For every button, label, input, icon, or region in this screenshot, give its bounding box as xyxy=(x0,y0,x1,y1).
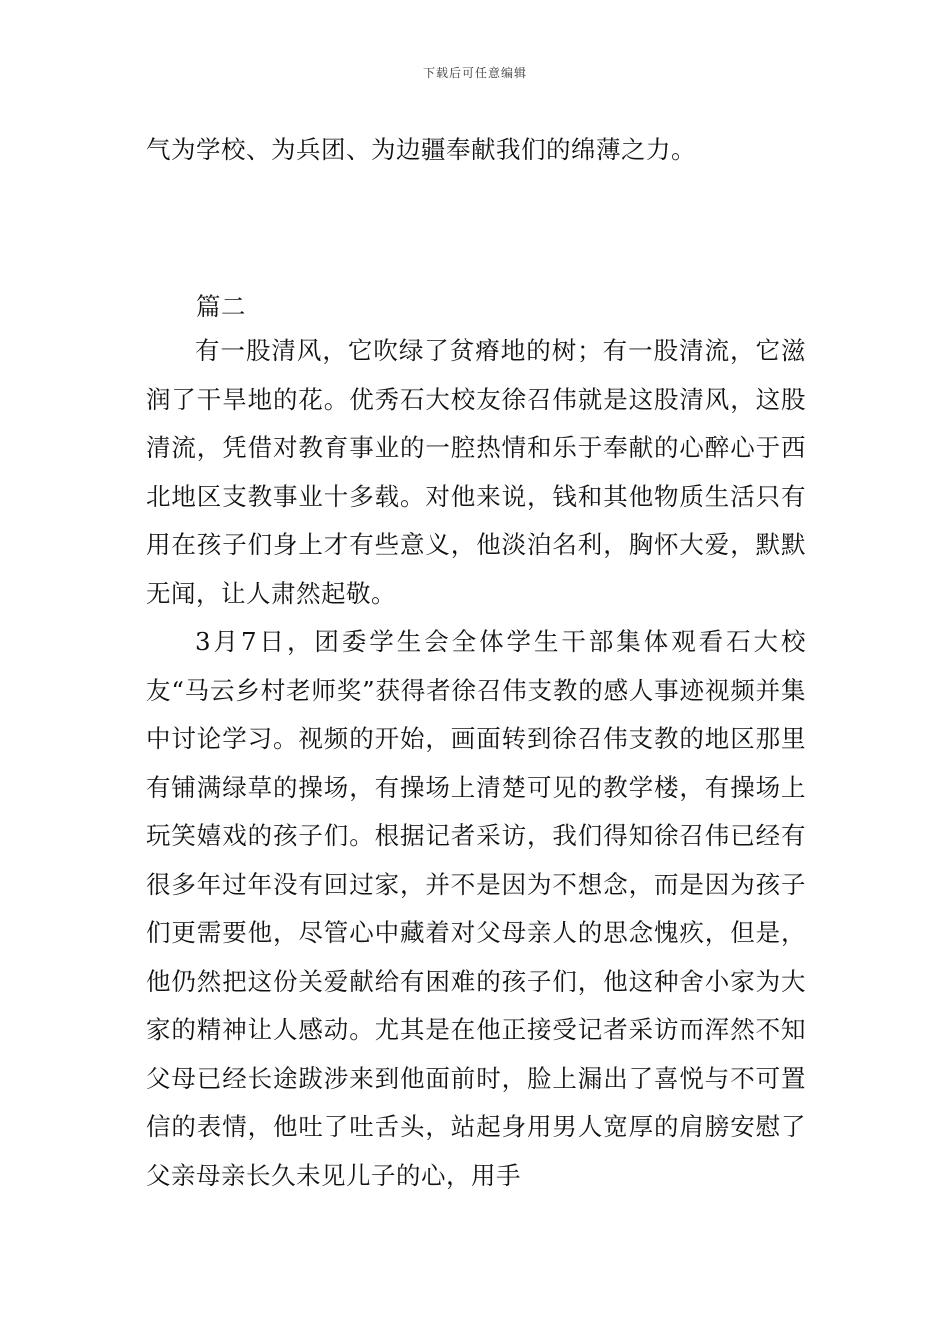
section-title: 篇二 xyxy=(196,292,246,321)
header-note: 下载后可任意编辑 xyxy=(422,66,527,80)
section-body xyxy=(146,287,806,1200)
carry-over-line: 气为学校、为兵团、为边疆奉献我们的绵薄之力。 xyxy=(146,135,696,164)
paragraph-2: 3月7日，团委学生会全体学生干部集体观看石大校友“马云乡村老师奖”获得者徐召伟支教的感人事迹视频并集中讨论学习。视频的开始，画面转到徐召伟支教的地区那里有铺满绿草的操场，有操场上清楚可见的教学楼，有操场上玩笑嬉戏的孩子们。根据记者采访，我们得知徐召伟已经有很多年过年没有回过家，并不是因为不想念，而是因为孩子们更需要他，尽管心中藏着对父母亲人的思念愧疚，但是，他仍然把这份关爱献给有困难的孩子们，他这种舍小家为大家的精神让人感动。尤其是在他正接受记者采访而浑然不知父母已经长途跋涉来到他面前时，脸上漏出了喜悦与不可置信的表情，他吐了吐舌头，站起身用男人宽厚的肩膀安慰了父亲母亲长久未见儿子的心，用手 xyxy=(146,627,806,1190)
paragraph-1: 有一股清风，它吹绿了贫瘠地的树；有一股清流，它滋润了干旱地的花。优秀石大校友徐召伟就是这股清风，这股清流，凭借对教育事业的一腔热情和乐于奉献的心醉心于西北地区支教事业十多载。对他来说，钱和其他物质生活只有用在孩子们身上才有些意义，他淡泊名利，胸怀大爱，默默无闻，让人肃然起敬。 xyxy=(146,336,806,608)
